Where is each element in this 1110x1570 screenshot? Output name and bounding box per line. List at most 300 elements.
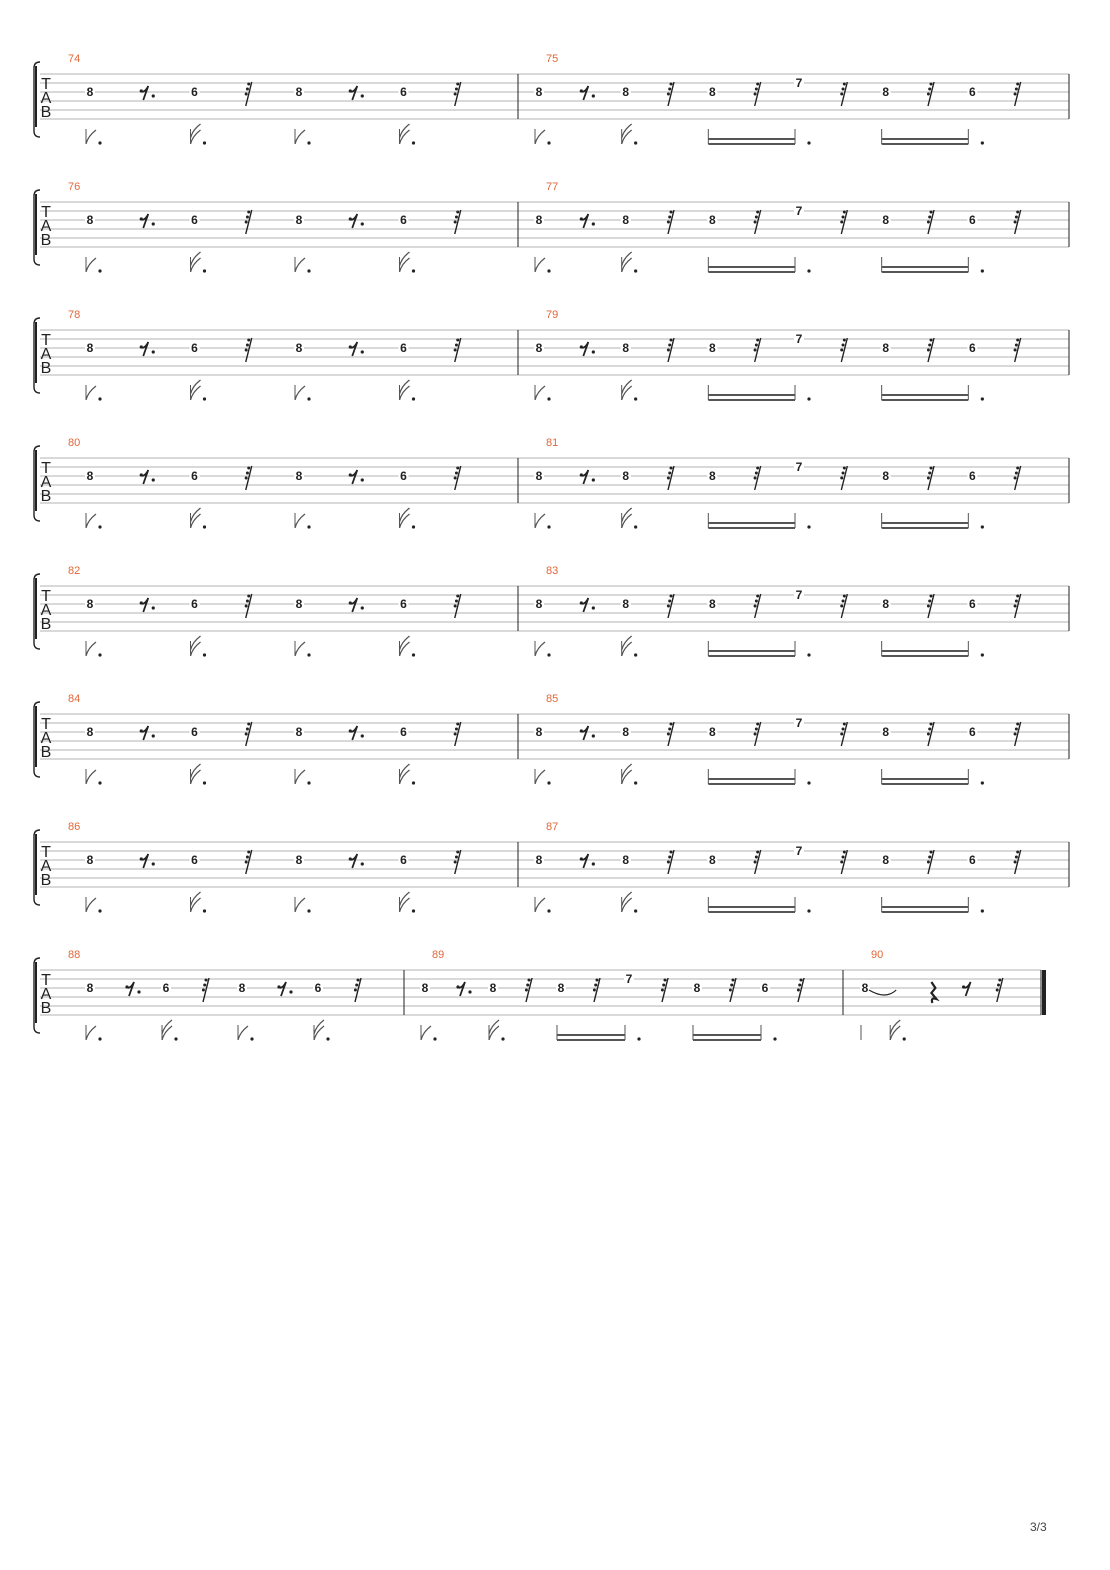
fret-number: 7 [795, 588, 803, 602]
rest-mark [582, 854, 588, 868]
note-dot [637, 1037, 640, 1040]
note-flag [238, 1026, 248, 1040]
rest-mark [580, 217, 583, 220]
rest-mark [842, 856, 845, 859]
rest-mark [245, 349, 248, 352]
rest-dot [152, 478, 155, 481]
note-dot [547, 397, 550, 400]
rest-mark [997, 984, 1000, 987]
rest-mark [1015, 216, 1018, 219]
note-flag [295, 258, 305, 272]
rest-mark [1016, 339, 1019, 342]
rest-mark [843, 595, 846, 598]
note-dot [412, 781, 415, 784]
rest-mark [455, 344, 458, 347]
note-dot [634, 397, 637, 400]
fret-number: 8 [622, 341, 630, 355]
rest-mark [927, 861, 930, 864]
note-flag [535, 770, 545, 784]
rest-mark [1016, 83, 1019, 86]
rest-mark [247, 595, 250, 598]
fret-number: 8 [861, 981, 869, 995]
note-flag [162, 1026, 172, 1040]
rest-mark [670, 211, 673, 214]
note-dot [433, 1037, 436, 1040]
measure [860, 949, 1003, 1041]
note-flag [191, 130, 201, 144]
rest-mark [245, 605, 248, 608]
rest-mark [1014, 733, 1017, 736]
tab-system [34, 53, 1069, 145]
fret-number: 6 [968, 341, 976, 355]
fret-number: 6 [162, 981, 170, 995]
note-dot [203, 269, 206, 272]
rest-dot [361, 734, 364, 737]
rest-mark [668, 600, 671, 603]
fret-number: 8 [622, 213, 630, 227]
note-flag [86, 514, 96, 528]
rest-dot [289, 990, 292, 993]
fret-number: 8 [882, 341, 890, 355]
fret-number: 8 [622, 597, 630, 611]
note-flag [400, 258, 410, 272]
fret-number: 6 [400, 597, 407, 611]
measure-number: 75 [546, 53, 559, 65]
rest-mark [593, 989, 596, 992]
fret-number: 8 [86, 853, 94, 867]
rest-mark [1016, 211, 1019, 214]
rest-mark [1014, 93, 1017, 96]
rest-mark [140, 217, 143, 220]
tab-clef-letter: B [40, 616, 52, 633]
measure-number: 88 [68, 949, 81, 961]
rest-mark [203, 984, 206, 987]
note-dot [203, 781, 206, 784]
measure-number: 80 [68, 437, 81, 449]
note-flag [622, 130, 632, 144]
tab-clef-letter: B [40, 232, 52, 249]
rest-mark [930, 211, 933, 214]
rest-mark [842, 600, 845, 603]
rest-mark [843, 851, 846, 854]
note-flag [86, 130, 96, 144]
note-flag [890, 1026, 900, 1040]
fret-number: 6 [400, 853, 407, 867]
rest-mark [1014, 221, 1017, 224]
rest-mark [842, 472, 845, 475]
fret-number: 8 [489, 981, 497, 995]
rest-mark [456, 851, 459, 854]
note-dot [501, 1037, 504, 1040]
note-flag [535, 642, 545, 656]
rest-dot [152, 862, 155, 865]
rest-mark [1014, 477, 1017, 480]
rest-mark [670, 339, 673, 342]
measure-number: 81 [546, 437, 559, 449]
note-flag [421, 1026, 431, 1040]
rest-mark [1015, 344, 1018, 347]
rest-mark [754, 221, 757, 224]
measure-number: 79 [546, 309, 559, 321]
fret-number: 8 [238, 981, 246, 995]
rest-mark [930, 723, 933, 726]
rest-mark [842, 216, 845, 219]
rest-mark [246, 216, 249, 219]
fret-number: 6 [400, 341, 407, 355]
rest-mark [928, 728, 931, 731]
measure [68, 53, 461, 145]
note-dot [307, 141, 310, 144]
rest-mark [927, 349, 930, 352]
measure [68, 181, 461, 273]
fret-number: 6 [968, 853, 976, 867]
fret-number: 8 [622, 85, 630, 99]
rest-mark [670, 723, 673, 726]
fret-number: 8 [882, 597, 890, 611]
tab-system [34, 437, 1069, 529]
rest-mark [756, 723, 759, 726]
rest-mark [454, 221, 457, 224]
rest-mark [928, 88, 931, 91]
rest-mark [245, 861, 248, 864]
rest-mark [525, 989, 528, 992]
note-dot [807, 397, 810, 400]
fret-number: 8 [86, 85, 94, 99]
rest-mark [931, 982, 936, 1003]
note-flag [400, 514, 410, 528]
rest-dot [361, 606, 364, 609]
rest-mark [247, 467, 250, 470]
rest-mark [142, 86, 148, 100]
rest-mark [142, 342, 148, 356]
fret-number: 7 [795, 204, 803, 218]
rest-mark [351, 598, 357, 612]
rest-dot [152, 734, 155, 737]
rest-mark [667, 733, 670, 736]
fret-number: 8 [708, 725, 716, 739]
fret-number: 8 [535, 85, 543, 99]
rest-mark [456, 211, 459, 214]
note-dot [981, 909, 984, 912]
fret-number: 8 [295, 213, 303, 227]
rest-mark [351, 726, 357, 740]
rest-mark [351, 470, 357, 484]
tab-system [34, 181, 1069, 273]
tab-system [34, 821, 1069, 913]
rest-mark [580, 857, 583, 860]
rest-mark [140, 601, 143, 604]
rest-dot [361, 862, 364, 865]
rest-mark [528, 979, 531, 982]
tab-clef-letter: A [40, 602, 52, 619]
tab-clef-letter: T [41, 716, 51, 733]
rest-mark [246, 344, 249, 347]
rest-mark [1015, 600, 1018, 603]
rest-mark [245, 221, 248, 224]
rest-mark [668, 856, 671, 859]
measure-number: 77 [546, 181, 559, 193]
measure-number: 90 [871, 949, 884, 961]
rest-mark [140, 857, 143, 860]
rest-mark [962, 985, 965, 988]
fret-number: 7 [795, 844, 803, 858]
note-flag [535, 258, 545, 272]
fret-number: 6 [968, 213, 976, 227]
note-dot [547, 141, 550, 144]
rest-mark [668, 728, 671, 731]
rest-mark [594, 984, 597, 987]
rest-mark [840, 221, 843, 224]
fret-number: 8 [535, 341, 543, 355]
note-flag [295, 770, 305, 784]
tab-system [34, 693, 1069, 785]
fret-number: 7 [795, 716, 803, 730]
note-flag [622, 770, 632, 784]
rest-mark [454, 349, 457, 352]
tab-clef-letter: T [41, 460, 51, 477]
measure [534, 309, 1021, 401]
tab-clef-letter: B [40, 104, 52, 121]
note-dot [634, 269, 637, 272]
note-dot [412, 397, 415, 400]
rest-mark [928, 856, 931, 859]
fret-number: 8 [295, 341, 303, 355]
rest-mark [247, 339, 250, 342]
rest-mark [1015, 728, 1018, 731]
rest-mark [140, 345, 143, 348]
rest-mark [456, 723, 459, 726]
note-dot [634, 141, 637, 144]
rest-mark [840, 349, 843, 352]
rest-mark [357, 979, 360, 982]
rest-mark [667, 605, 670, 608]
rest-mark [755, 728, 758, 731]
note-flag [295, 130, 305, 144]
rest-mark [246, 600, 249, 603]
fret-number: 8 [295, 469, 303, 483]
rest-mark [456, 467, 459, 470]
fret-number: 7 [625, 972, 633, 986]
rest-mark [842, 344, 845, 347]
fret-number: 8 [693, 981, 701, 995]
note-flag [400, 130, 410, 144]
tab-system [34, 309, 1069, 401]
rest-mark [1014, 605, 1017, 608]
rest-mark [1016, 851, 1019, 854]
measure [68, 565, 461, 657]
rest-mark [454, 477, 457, 480]
rest-mark [928, 600, 931, 603]
rest-mark [245, 477, 248, 480]
rest-mark [662, 984, 665, 987]
note-flag [191, 258, 201, 272]
rest-mark [582, 598, 588, 612]
rest-mark [661, 989, 664, 992]
measure [68, 693, 461, 785]
rest-dot [592, 606, 595, 609]
rest-mark [732, 979, 735, 982]
note-dot [203, 909, 206, 912]
rest-mark [1015, 88, 1018, 91]
note-dot [981, 653, 984, 656]
note-flag [86, 1026, 96, 1040]
rest-mark [142, 214, 148, 228]
fret-number: 8 [535, 597, 543, 611]
rest-mark [930, 467, 933, 470]
rest-mark [755, 216, 758, 219]
rest-dot [361, 94, 364, 97]
note-dot [547, 909, 550, 912]
note-dot [203, 525, 206, 528]
rest-mark [455, 600, 458, 603]
fret-number: 8 [882, 213, 890, 227]
fret-number: 8 [557, 981, 565, 995]
rest-mark [280, 982, 286, 996]
rest-mark [596, 979, 599, 982]
note-flag [535, 514, 545, 528]
rest-mark [842, 728, 845, 731]
note-dot [98, 781, 101, 784]
rest-mark [456, 339, 459, 342]
fret-number: 8 [708, 853, 716, 867]
rest-mark [843, 211, 846, 214]
rest-mark [246, 856, 249, 859]
note-flag [191, 898, 201, 912]
rest-mark [840, 861, 843, 864]
rest-dot [137, 990, 140, 993]
rest-mark [755, 856, 758, 859]
tab-clef-letter: A [40, 90, 52, 107]
rest-mark [349, 89, 352, 92]
note-dot [807, 141, 810, 144]
rest-mark [349, 857, 352, 860]
measure [68, 949, 361, 1041]
rest-mark [351, 214, 357, 228]
rest-mark [998, 979, 1001, 982]
rest-mark [754, 733, 757, 736]
rest-mark [459, 982, 465, 996]
note-dot [412, 525, 415, 528]
rest-dot [592, 350, 595, 353]
rest-dot [592, 478, 595, 481]
rest-mark [668, 88, 671, 91]
rest-dot [152, 606, 155, 609]
fret-number: 8 [622, 853, 630, 867]
rest-mark [582, 86, 588, 100]
note-dot [903, 1037, 906, 1040]
measure-number: 82 [68, 565, 81, 577]
rest-mark [245, 733, 248, 736]
rest-mark [756, 851, 759, 854]
tab-clef-letter: A [40, 858, 52, 875]
rest-mark [455, 88, 458, 91]
rest-mark [349, 217, 352, 220]
rest-mark [755, 88, 758, 91]
fret-number: 7 [795, 460, 803, 474]
fret-number: 6 [400, 85, 407, 99]
rest-mark [798, 984, 801, 987]
fret-number: 6 [968, 725, 976, 739]
note-dot [547, 781, 550, 784]
rest-mark [927, 93, 930, 96]
rest-mark [928, 472, 931, 475]
measure-number: 74 [68, 53, 81, 65]
fret-number: 6 [400, 213, 407, 227]
note-flag [191, 770, 201, 784]
note-flag [622, 898, 632, 912]
rest-mark [580, 729, 583, 732]
rest-mark [582, 470, 588, 484]
rest-mark [140, 729, 143, 732]
fret-number: 7 [795, 76, 803, 90]
fret-number: 8 [882, 853, 890, 867]
rest-mark [843, 83, 846, 86]
rest-mark [730, 984, 733, 987]
rest-mark [580, 345, 583, 348]
note-dot [634, 781, 637, 784]
note-dot [174, 1037, 177, 1040]
rest-mark [754, 605, 757, 608]
note-dot [412, 653, 415, 656]
rest-mark [1016, 595, 1019, 598]
measure [68, 821, 461, 913]
measure-number: 83 [546, 565, 559, 577]
measure-number: 84 [68, 693, 81, 705]
fret-number: 6 [191, 469, 198, 483]
note-flag [489, 1026, 499, 1040]
note-flag [191, 386, 201, 400]
note-flag [622, 642, 632, 656]
note-flag [295, 386, 305, 400]
fret-number: 8 [86, 981, 94, 995]
rest-mark [142, 726, 148, 740]
rest-mark [349, 729, 352, 732]
fret-number: 8 [535, 469, 543, 483]
tab-clef-letter: B [40, 360, 52, 377]
measure [68, 437, 461, 529]
note-flag [86, 898, 96, 912]
rest-mark [246, 88, 249, 91]
measure-number: 86 [68, 821, 81, 833]
rest-mark [128, 982, 134, 996]
rest-mark [580, 89, 583, 92]
note-flag [295, 898, 305, 912]
note-dot [807, 525, 810, 528]
fret-number: 8 [86, 213, 94, 227]
note-dot [547, 525, 550, 528]
rest-mark [454, 733, 457, 736]
rest-dot [592, 222, 595, 225]
rest-mark [729, 989, 732, 992]
note-dot [807, 781, 810, 784]
tab-system [34, 949, 1044, 1041]
rest-mark [930, 851, 933, 854]
note-flag [400, 386, 410, 400]
tab-clef-letter: A [40, 986, 52, 1003]
rest-mark [843, 723, 846, 726]
tab-clef-letter: B [40, 488, 52, 505]
note-flag [86, 770, 96, 784]
rest-mark [755, 600, 758, 603]
measure [534, 693, 1021, 785]
note-dot [98, 269, 101, 272]
measure-number: 87 [546, 821, 559, 833]
rest-mark [456, 595, 459, 598]
fret-number: 8 [535, 725, 543, 739]
rest-mark [755, 472, 758, 475]
note-flag [535, 898, 545, 912]
note-flag [295, 642, 305, 656]
